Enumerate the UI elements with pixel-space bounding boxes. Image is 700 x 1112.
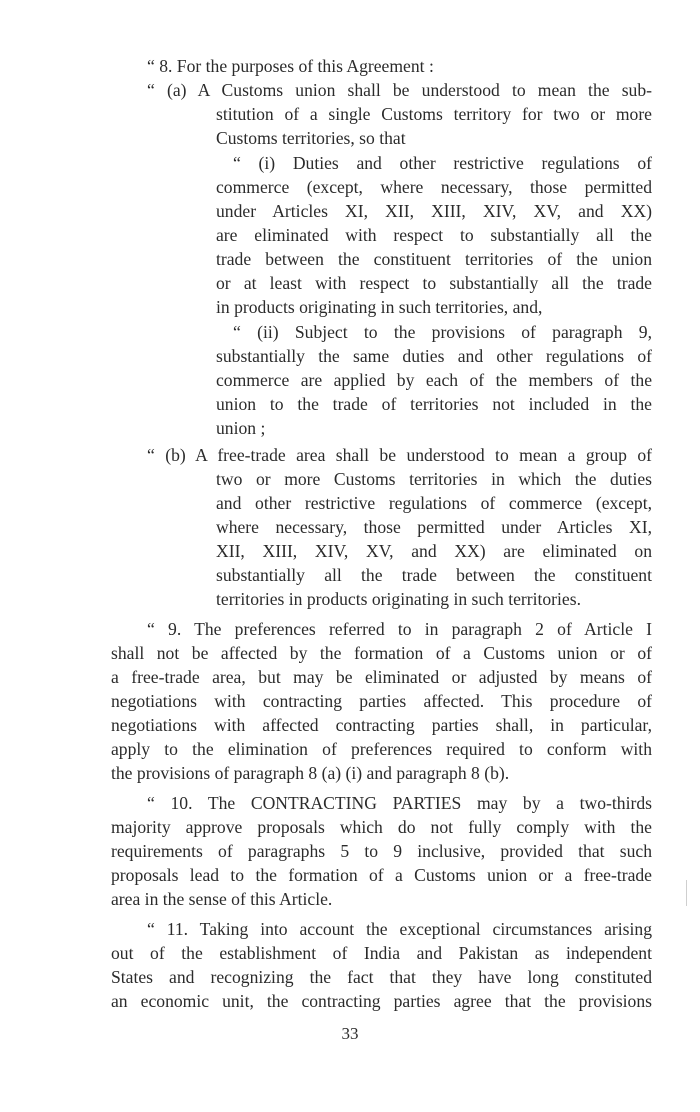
page-number: 33 [341, 1024, 359, 1043]
para-8a-line: stitution of a single Customs territory for two or more [216, 104, 652, 124]
para-8a-i-line: under Articles XI, XII, XIII, XIV, XV, and XX) [216, 201, 652, 221]
para-8a-ii-line: substantially the same duties and other regulations of [216, 346, 652, 366]
para-8a-ii-line: “ (ii) Subject to the provisions of paragraph 9, [233, 322, 652, 342]
para-8a-i-line: in products originating in such territories, and, [216, 297, 543, 317]
para-8b-line: two or more Customs territories in which the duties [216, 469, 652, 489]
para-8b-line: where necessary, those permitted under Articles XI, [216, 517, 652, 537]
para-9-line: “ 9. The preferences referred to in paragraph 2 of Article I [147, 619, 652, 639]
para-8a-i-line: “ (i) Duties and other restrictive regulations of [233, 153, 652, 173]
para-11-line: States and recognizing the fact that they have long constituted [111, 967, 652, 987]
para-8a-ii-line: commerce are applied by each of the members of the [216, 370, 652, 390]
para-8a-line: “ (a) A Customs union shall be understood to mean the sub- [147, 80, 652, 100]
para-8a-ii-line: union ; [216, 418, 266, 438]
para-8-heading: “ 8. For the purposes of this Agreement : [147, 56, 434, 76]
para-8a-i-line: trade between the constituent territories of the union [216, 249, 652, 269]
para-9-line: shall not be affected by the formation of a Customs union or of [111, 643, 652, 663]
para-11-line: out of the establishment of India and Pakistan as independent [111, 943, 652, 963]
para-10-line: “ 10. The CONTRACTING PARTIES may by a two-thirds [147, 793, 652, 813]
para-9-line: negotiations with contracting parties affected. This procedure of [111, 691, 652, 711]
para-8a-i-line: or at least with respect to substantially all the trade [216, 273, 652, 293]
para-10-line: requirements of paragraphs 5 to 9 inclusive, provided that such [111, 841, 652, 861]
para-11-line: an economic unit, the contracting parties agree that the provisions [111, 991, 652, 1011]
para-9-line: the provisions of paragraph 8 (a) (i) and paragraph 8 (b). [111, 763, 510, 783]
para-9-line: apply to the elimination of preferences required to conform with [111, 739, 652, 759]
para-9-line: negotiations with affected contracting parties shall, in particular, [111, 715, 652, 735]
para-10-line: majority approve proposals which do not fully comply with the [111, 817, 652, 837]
para-10-line: proposals lead to the formation of a Customs union or a free-trade [111, 865, 652, 885]
para-8b-line: XII, XIII, XIV, XV, and XX) are eliminated on [216, 541, 652, 561]
para-8a-i-line: are eliminated with respect to substantially all the [216, 225, 652, 245]
para-8b-line: “ (b) A free-trade area shall be understood to mean a group of [147, 445, 652, 465]
para-10-line: area in the sense of this Article. [111, 889, 333, 909]
scan-edge-mark [686, 880, 687, 906]
para-8a-i-line: commerce (except, where necessary, those permitted [216, 177, 652, 197]
para-8b-line: and other restrictive regulations of commerce (except, [216, 493, 652, 513]
para-8a-line: Customs territories, so that [216, 128, 406, 148]
para-8b-line: territories in products originating in such territories. [216, 589, 581, 609]
para-8a-ii-line: union to the trade of territories not included in the [216, 394, 652, 414]
para-9-line: a free-trade area, but may be eliminated or adjusted by means of [111, 667, 652, 687]
para-8b-line: substantially all the trade between the constituent [216, 565, 652, 585]
para-11-line: “ 11. Taking into account the exceptional circumstances arising [147, 919, 652, 939]
